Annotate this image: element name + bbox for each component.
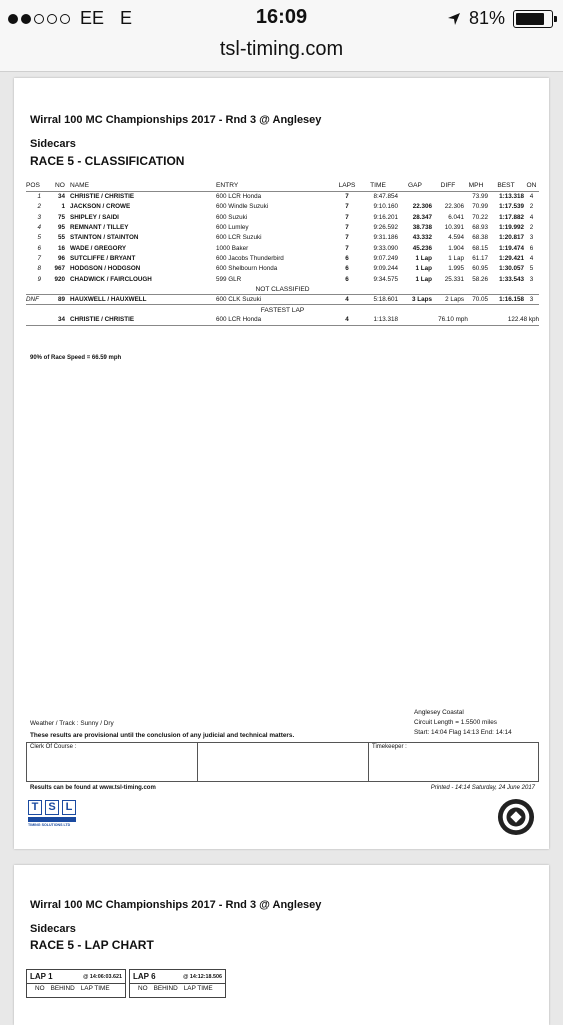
result-name: CHRISTIE / CHRISTIE [70,193,135,201]
fastest-kph: 122.48 kph [488,315,539,325]
lap-chart-page [14,865,549,1025]
result-gap: 43.332 [412,234,432,242]
lap-1-box [26,969,126,998]
result-gap: 28.347 [412,213,432,221]
results-page [14,78,549,849]
dnf-row [26,294,539,304]
dnf-gap: 3 Laps [398,294,432,304]
result-best: 1:19.474 [499,244,524,252]
result-pos: 9 [37,275,41,283]
fastest-no: 34 [50,315,70,325]
lap-chart-event-title: Wirral 100 MC Championships 2017 - Rnd 3 @ Anglesey [30,899,322,911]
result-time: 9:26.592 [373,224,398,232]
result-no: 34 [57,193,65,201]
not-classified-label: NOT CLASSIFIED [255,285,310,293]
col-name: NAME [70,182,216,192]
result-gap: 38.738 [412,224,432,232]
lap-chart-class: Sidecars [30,923,76,935]
status-right [447,8,553,29]
col-gap: GAP [398,182,432,192]
result-time: 9:09.244 [373,265,398,273]
result-diff: 1.995 [448,265,464,273]
result-mph: 68.93 [472,224,488,232]
weather-info: Weather / Track : Sunny / Dry [30,720,114,727]
result-pos: 7 [37,254,41,262]
result-entry: 1000 Baker [216,244,249,252]
lap-1-col-no: NO [35,985,45,992]
signature-box [26,742,539,782]
fastest-lap-label: FASTEST LAP [260,306,305,314]
tsl-logo [28,800,82,834]
not-classified-row [26,284,539,294]
dnf-no: 89 [50,294,70,304]
result-mph: 58.26 [472,275,488,283]
result-laps: 7 [345,234,349,242]
dnf-diff: 2 Laps [432,294,464,304]
result-row [26,274,539,284]
result-no: 1 [61,203,65,211]
result-row [26,202,539,212]
lap-6-col-laptime: LAP TIME [183,985,213,992]
result-pos: 8 [37,265,41,273]
circuit-times: Start: 14:04 Flag 14:13 End: 14:14 [414,729,512,736]
result-best: 1:29.421 [499,254,524,262]
lap-6-col-behind: BEHIND [153,985,178,992]
result-diff: 1 Lap [448,254,464,262]
result-time: 8:47.854 [373,193,398,201]
result-time: 9:07.249 [373,254,398,262]
tsl-letters [28,800,82,815]
result-no: 95 [57,224,65,232]
result-mph: 70.22 [472,213,488,221]
fastest-time: 1:13.318 [358,315,398,325]
result-mph: 60.95 [472,265,488,273]
carrier-name: EE [80,8,105,28]
col-time: TIME [358,182,398,192]
result-best: 1:30.057 [499,265,524,273]
class-name: Sidecars [30,138,76,150]
results-table [26,182,539,326]
result-row [26,192,539,202]
address-bar[interactable] [0,36,563,72]
result-name: JACKSON / CROWE [70,203,131,211]
result-mph: 73.99 [472,193,488,201]
result-laps: 7 [345,224,349,232]
result-row [26,243,539,253]
result-mph: 68.15 [472,244,488,252]
result-laps: 6 [345,265,349,273]
lap-6-timestamp: @ 14:12:18.506 [183,973,222,980]
result-diff: 10.391 [444,224,464,232]
result-entry: 600 Shelbourn Honda [216,265,278,273]
result-entry: 600 LCR Honda [216,193,262,201]
result-pos: 1 [37,193,41,201]
dnf-best: 1:16.158 [488,294,524,304]
dnf-pos: DNF [26,294,50,304]
result-no: 75 [57,213,65,221]
tsl-letter: L [62,800,76,815]
dnf-on: 3 [524,294,539,304]
result-entry: 600 Windle Suzuki [216,203,269,211]
result-on: 4 [529,213,534,221]
result-best: 1:13.318 [499,193,524,201]
results-body [26,192,539,285]
tsl-letter: S [45,800,59,815]
col-diff: DIFF [432,182,464,192]
col-mph: MPH [464,182,488,192]
result-pos: 3 [37,213,41,221]
battery-percent: 81% [468,8,505,28]
result-name: SHIPLEY / SAIDI [70,213,119,221]
result-time: 9:34.575 [373,275,398,283]
col-pos: POS [26,182,50,192]
result-no: 920 [54,275,65,283]
result-best: 1:17.882 [499,213,524,221]
network-type: E [120,8,133,28]
col-laps: LAPS [336,182,358,192]
result-gap: 1 Lap [415,265,432,273]
printed-timestamp: Printed - 14:14 Saturday, 24 June 2017 [430,785,535,791]
result-on: 2 [529,224,534,232]
result-entry: 600 Jacobs Thunderbird [216,254,284,262]
result-gap: 22.306 [412,203,432,211]
club-seal-logo [497,798,535,836]
result-no: 16 [57,244,65,252]
dnf-entry: 600 CLK Suzuki [216,294,336,304]
result-mph: 70.99 [472,203,488,211]
result-no: 55 [57,234,65,242]
status-clock: 16:09 [255,6,308,28]
result-diff: 6.041 [448,213,464,221]
result-row [26,264,539,274]
circuit-length: Circuit Length = 1.5500 miles [414,719,497,726]
result-row [26,253,539,263]
result-name: REMNANT / TILLEY [70,224,129,232]
dnf-name: HAUXWELL / HAUXWELL [70,294,216,304]
lap-1-col-laptime: LAP TIME [80,985,110,992]
result-mph: 68.38 [472,234,488,242]
results-url-note: Results can be found at www.tsl-timing.com [30,785,156,791]
result-diff: 4.594 [448,234,464,242]
tsl-bar [28,817,76,822]
result-mph: 61.17 [472,254,488,262]
col-no: NO [50,182,70,192]
result-diff: 22.306 [444,203,464,211]
result-entry: 599 GLR [216,275,242,283]
location-arrow-icon [447,12,461,26]
url-text: tsl-timing.com [219,38,344,60]
tsl-letter: T [28,800,42,815]
result-on: 5 [529,265,534,273]
result-time: 9:33.090 [373,244,398,252]
fastest-entry: 600 LCR Honda [216,315,336,325]
timekeeper-field: Timekeeper : [372,744,407,750]
result-best: 1:17.539 [499,203,524,211]
result-on: 6 [529,244,534,252]
results-header [26,182,539,192]
result-name: HODGSON / HODGSON [70,265,141,273]
result-name: SUTCLIFFE / BRYANT [70,254,136,262]
result-entry: 600 LCR Suzuki [216,234,262,242]
status-bar [0,0,563,36]
result-gap [398,192,432,202]
result-pos: 4 [37,224,41,232]
lap-1-label: LAP 1 [30,972,53,981]
result-diff: 1.904 [448,244,464,252]
provisional-notice: These results are provisional until the conclusion of any judicial and technical matters. [30,732,295,739]
dnf-mph: 70.05 [464,294,488,304]
result-row [26,212,539,222]
result-time: 9:31.186 [373,234,398,242]
result-name: CHADWICK / FAIRCLOUGH [70,275,152,283]
circuit-name: Anglesey Coastal [414,709,464,716]
result-laps: 7 [345,244,349,252]
result-gap: 45.236 [412,244,432,252]
lap-6-box [129,969,226,998]
result-row [26,222,539,232]
result-diff [432,192,464,202]
result-no: 967 [54,265,65,273]
result-on: 4 [529,193,534,201]
result-laps: 7 [345,203,349,211]
result-entry: 600 Lumley [216,224,249,232]
fastest-mph: 76.10 mph [398,315,488,325]
result-pos: 2 [37,203,41,211]
fastest-lap-heading-row [26,305,539,315]
result-diff: 25.331 [444,275,464,283]
result-on: 4 [529,254,534,262]
fastest-lap-number: 4 [336,315,358,325]
result-gap: 1 Lap [415,254,432,262]
dnf-time: 5:18.601 [358,294,398,304]
clerk-of-course-field: Clerk Of Course : [27,743,198,781]
result-gap: 1 Lap [415,275,432,283]
result-laps: 7 [345,193,349,201]
lap-6-label: LAP 6 [133,972,156,981]
dnf-laps: 4 [336,294,358,304]
result-best: 1:33.543 [499,275,524,283]
lap-1-timestamp: @ 14:06:03.621 [83,973,122,980]
result-time: 9:16.201 [373,213,398,221]
result-pos: 5 [37,234,41,242]
blank-signature-field [198,743,369,781]
result-laps: 7 [345,213,349,221]
result-time: 9:10.160 [373,203,398,211]
result-laps: 6 [345,275,349,283]
race-title: RACE 5 - CLASSIFICATION [30,154,185,168]
result-best: 1:19.992 [499,224,524,232]
result-row [26,233,539,243]
fastest-name: CHRISTIE / CHRISTIE [70,315,216,325]
circuit-info [414,708,512,738]
result-entry: 600 Suzuki [216,213,248,221]
result-on: 3 [529,275,534,283]
fastest-lap-row [26,315,539,325]
result-pos: 6 [37,244,41,252]
col-best: BEST [488,182,524,192]
lap-6-col-no: NO [138,985,148,992]
result-best: 1:20.817 [499,234,524,242]
lap-chart-title: RACE 5 - LAP CHART [30,938,154,952]
col-entry: ENTRY [216,182,336,192]
tsl-subtitle: TIMING SOLUTIONS LTD [28,823,71,827]
result-on: 2 [529,203,534,211]
result-on: 3 [529,234,534,242]
col-on: ON [524,182,539,192]
event-title: Wirral 100 MC Championships 2017 - Rnd 3 @ Anglesey [30,114,322,126]
result-name: WADE / GREGORY [70,244,127,252]
result-name: STAINTON / STAINTON [70,234,139,242]
lap-1-col-behind: BEHIND [50,985,75,992]
result-no: 96 [57,254,65,262]
battery-icon [513,10,553,28]
result-laps: 6 [345,254,349,262]
race-speed-note: 90% of Race Speed = 66.59 mph [30,355,122,361]
